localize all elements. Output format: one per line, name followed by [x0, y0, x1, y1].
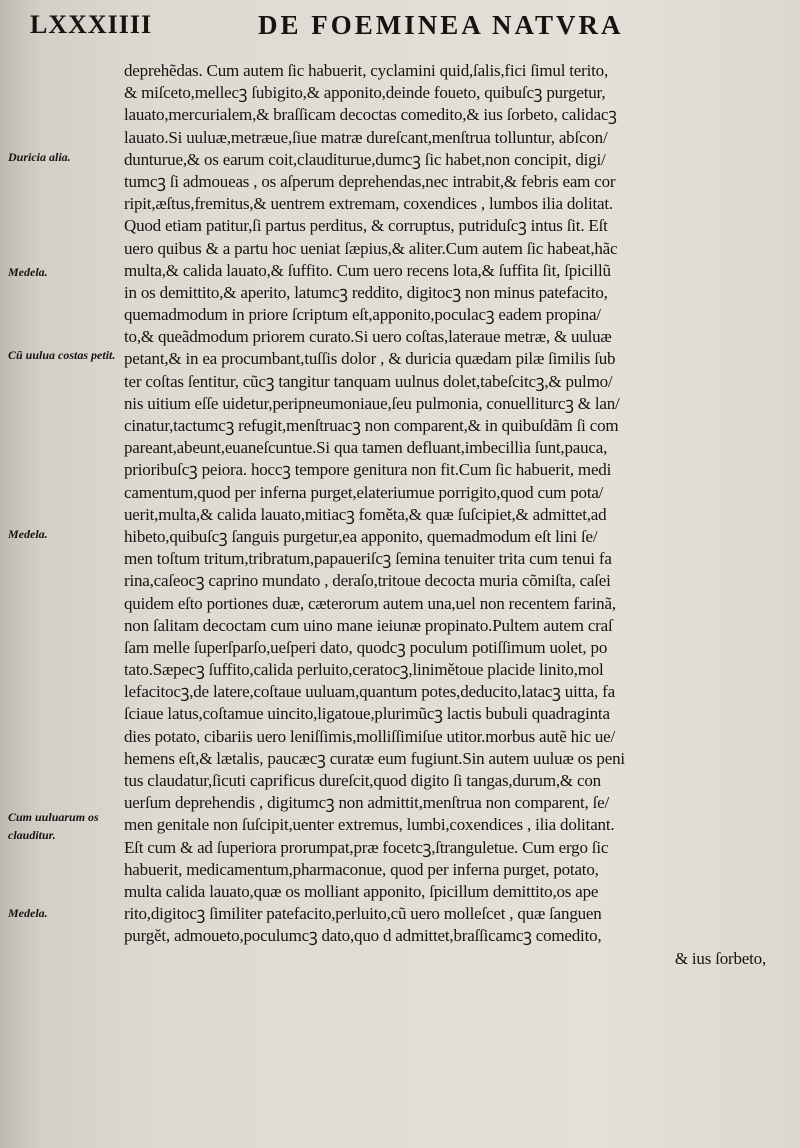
text-line: multa calida lauato,quæ os molliant apponito, ſpicillum demittito,os ape — [124, 881, 599, 901]
text-line: tus claudatur,ſicuti caprificus dureſcit,quod digito ſi tangas,durum,& con — [124, 771, 601, 790]
main-text-block — [124, 60, 774, 970]
text-line: rina,caſeocꝫ caprino mundato , deraſo,tritoue decocta muria cõmiſta, caſei — [124, 571, 611, 591]
text-line: ſam melle ſuperſparſo,ueſperi dato, quodcꝫ poculum potiſſimum uolet, po — [124, 637, 608, 657]
margin-note: Medela. — [8, 265, 48, 279]
text-line: non ſalitam decoctam cum uino mane ieiunæ propinato.Pultem autem craſ — [124, 615, 613, 635]
text-line: petant,& in ea procumbant,tuſſis dolor , & duricia quædam pilæ ſimilis ſub — [124, 349, 616, 369]
text-line: nis uitium eſſe uidetur,peripneumoniaue,ſeu pulmonia, conuelliturcꝫ & lan/ — [124, 393, 620, 413]
text-line: ripit,æſtus,fremitus,& uentrem extremam, coxendices , lumbos ilia dolitat. — [124, 194, 613, 214]
text-line: cinatur,tactumcꝫ refugit,menſtruacꝫ non comparent,& in quibuſdãm ſi com — [124, 416, 619, 435]
text-line: & ius ſorbeto, — [674, 948, 766, 968]
text-line: men toſtum tritum,tribratum,papaueriſcꝫ ſemina tenuiter trita cum tenui fa — [124, 549, 612, 569]
text-line: pareant,abeunt,euaneſcuntue.Si qua tamen defluant,imbecillia ſunt,pauca, — [124, 438, 608, 458]
text-line: men genitale non ſuſcipit,uenter extremus, lumbi,coxendices , ilia dolitant. — [124, 815, 615, 835]
text-line: & miſceto,mellecꝫ ſubigito,& apponito,deinde foueto, quibuſcꝫ purgetur, — [124, 83, 606, 103]
text-line: hibeto,quibuſcꝫ ſanguis purgetur,ea apponito, quemadmodum eſt lini ſe/ — [124, 526, 598, 546]
text-line: multa,& calida lauato,& ſuffito. Cum uero recens lota,& ſuffita ſit, ſpicillũ — [124, 260, 611, 280]
text-line: dunturue,& os earum coit,clauditurue,dumcꝫ ſic habet,non concipit, digi/ — [124, 149, 606, 169]
running-title: DE FOEMINEA NATVRA — [258, 10, 624, 40]
text-line: in os demittito,& aperito, latumcꝫ reddito, digitocꝫ non minus patefacito, — [124, 282, 608, 302]
text-line: lefacitocꝫ,de latere,coſtaue uuluam,quantum potes,deducito,latacꝫ uitta, fa — [124, 682, 615, 702]
margin-note: Medela. — [8, 906, 48, 920]
margin-note: Cum uuluarum os clauditur. — [8, 810, 99, 842]
text-line: camentum,quod per inferna purget,elateriumue porrigito,quod cum pota/ — [124, 482, 604, 502]
text-line: hemens eſt,& lætalis, paucæcꝫ curatæ eum fugiunt.Sin autem uuluæ os peni — [124, 748, 625, 768]
text-line: ſciaue latus,coſtamue uincito,ligatoue,plurimũcꝫ lactis bubuli quadraginta — [124, 704, 610, 724]
margin-note: Medela. — [8, 527, 48, 541]
text-line: habuerit, medicamentum,pharmaconue, quod per inferna purget, potato, — [124, 859, 599, 879]
text-line: tumcꝫ ſi admoueas , os aſperum deprehendas,nec intrabit,& febris eam cor — [124, 171, 616, 191]
text-line: lauato,mercurialem,& braſſicam decoctas comedito,& ius ſorbeto, calidacꝫ — [124, 105, 617, 125]
text-line: to,& queãdmodum priorem curato.Si uero coſtas,lateraue metræ, & uuluæ — [124, 327, 612, 347]
text-line: rito,digitocꝫ ſimiliter patefacito,perluito,cũ uero molleſcet , quæ ſanguen — [124, 904, 602, 924]
text-line: ter coſtas ſentitur, cũcꝫ tangitur tanquam uulnus dolet,tabeſcitcꝫ,& pulmo/ — [124, 371, 613, 391]
text-line: Eſt cum & ad ſuperiora prorumpat,præ focetcꝫ,ſtranguletue. Cum ergo ſic — [124, 837, 609, 857]
text-line: uerſum deprehendis , digitumcꝫ non admittit,menſtrua non comparent, ſe/ — [124, 793, 610, 813]
text-line: uero quibus & a partu hoc ueniat ſæpius,& aliter.Cum autem ſic habeat,hãc — [124, 238, 618, 258]
text-line: deprehẽdas. Cum autem ſic habuerit, cyclamini quid,ſalis,fici ſimul terito, — [124, 61, 609, 80]
margin-note: Duricia alia. — [8, 150, 71, 164]
text-line: quidem eſto portiones duæ, cæterorum autem una,uel non recentem farinã, — [124, 593, 616, 613]
folio-number: LXXXIIII — [30, 10, 153, 39]
text-line: Quod etiam patitur,ſi partus perditus, & corruptus, putriduſcꝫ intus ſit. Eſt — [124, 216, 608, 236]
text-line: quemadmodum in priore ſcriptum eſt,apponito,poculacꝫ eadem propina/ — [124, 305, 601, 325]
text-line: tato.Sæpecꝫ ſuffito,calida perluito,ceratocꝫ,linimětoue placide linito,mol — [124, 660, 604, 680]
text-line: purgět, admoueto,poculumcꝫ dato,quo d admittet,braſſicamcꝫ comedito, — [124, 926, 602, 946]
text-line: lauato.Si uuluæ,metræue,ſiue matræ dureſcant,menſtrua tolluntur, abſcon/ — [124, 127, 608, 147]
text-line: uerit,multa,& calida lauato,mitiacꝫ foměta,& quæ ſuſcipiet,& admittet,ad — [124, 504, 607, 524]
page-header — [0, 6, 800, 46]
text-line: dies potato, cibariis uero leniſſimis,molliſſimiſue utitor.morbus autẽ hic ue/ — [124, 726, 616, 746]
text-line: prioribuſcꝫ peiora. hoccꝫ tempore genitura non fit.Cum ſic habuerit, medi — [124, 460, 612, 480]
margin-note: Cũ uulua costas petit. — [8, 348, 116, 362]
